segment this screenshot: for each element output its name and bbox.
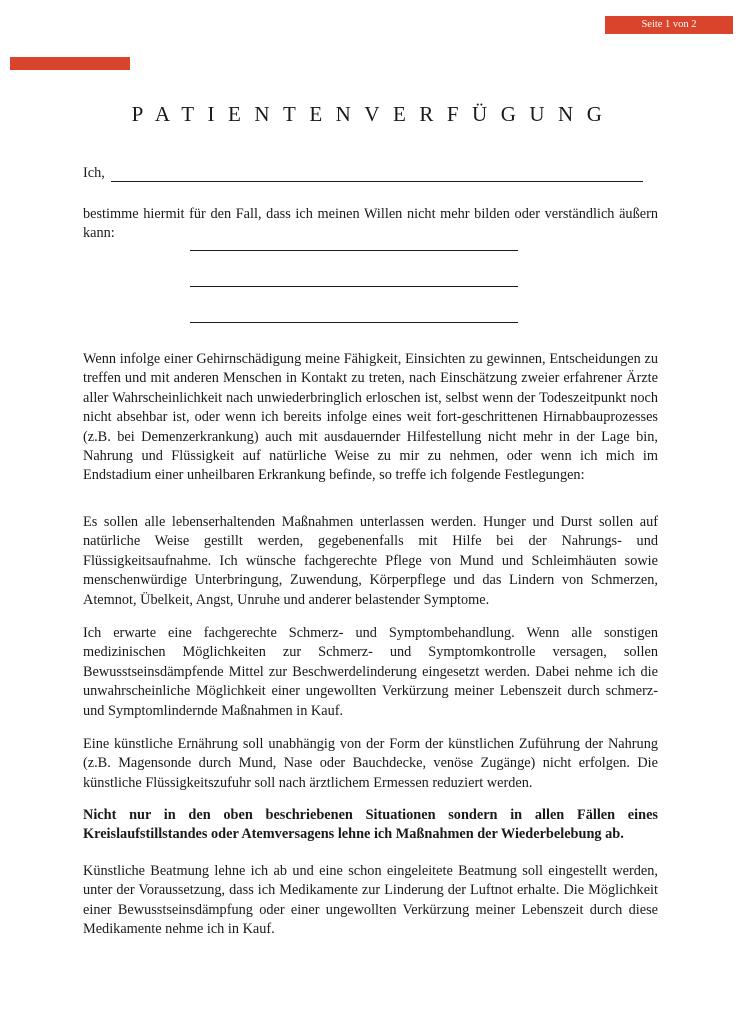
blank-line-2 <box>190 286 518 287</box>
situation-paragraph: Wenn infolge einer Gehirnschädigung meine Fähigkeit, Einsichten zu gewinnen, Entscheidungen zu treffen und mit anderen Menschen in Kontakt zu treten, nach Einschätzung zweier erfahrener Ärzte aller Wahrscheinlichkeit nach unwiederbringlich erloschen ist, selbst wenn der Todeszeitpunkt noch nicht absehbar ist, oder wenn ich bereits infolge eines weit fort-geschrittenen Hirnabbauprozesses (z.B. bei Demenzerkrankung) auch mit ausdauernder Hilfestellung nicht mehr in der Lage bin, Nahrung und Flüssigkeit auf natürliche Weise zu mir zu nehmen, oder wenn ich mich im Endstadium einer unheilbaren Erkrankung befinde, so treffe ich folgende Festlegungen: <box>83 351 658 484</box>
pain-paragraph: Ich erwarte eine fachgerechte Schmerz- und Symptombehandlung. Wenn alle sonstigen medizinischen Möglichkeiten zur Schmerz- und Symptomkontrolle versagen, sollen Bewusstseinsdämpfende Mittel zur Beschwerdelinderung eingesetzt werden. Dabei nehme ich die unwahrscheinliche Möglichkeit einer ungewollten Verkürzung meiner Lebenszeit durch schmerz- und Symptomlindernde Maßnahmen in Kauf. <box>83 625 658 719</box>
accent-bar <box>10 57 130 70</box>
ventilation-paragraph: Künstliche Beatmung lehne ich ab und eine schon eingeleitete Beatmung soll eingestellt werden, unter der Voraussetzung, dass ich Medikamente zur Linderung der Luftnot erhalte. Die Möglichkeit einer Bewusstseinsdämpfung oder einer ungewollten Verkürzung meiner Lebenszeit durch diese Medikamente nehme ich in Kauf. <box>83 863 658 938</box>
resuscitation-paragraph: Nicht nur in den oben beschriebenen Situationen sondern in allen Fällen eines Kreislaufstillstandes oder Atemversagens lehne ich Maßnahmen der Wiederbelebung ab. <box>83 807 658 843</box>
nutrition-paragraph: Eine künstliche Ernährung soll unabhängig von der Form der künstlichen Zuführung der Nahrung (z.B. Magensonde durch Mund, Nase oder Bauchdecke, venöse Zugänge) nicht erfolgen. Die künstliche Flüssigkeitszufuhr soll nach ärztlichem Ermessen reduziert werden. <box>83 736 658 791</box>
document-title: PATIENTENVERFÜGUNG <box>131 102 616 126</box>
measures-paragraph: Es sollen alle lebenserhaltenden Maßnahmen unterlassen werden. Hunger und Durst sollen auf natürliche Weise gestillt werden, gegebenenfalls mit Hilfe bei der Nahrungs- und Flüssigkeitsaufnahme. Ich wünsche fachgerechte Pflege von Mund und Schleimhäuten sowie menschenwürdige Unterbringung, Zuwendung, Körperpflege und das Lindern von Schmerzen, Atemnot, Übelkeit, Angst, Unruhe und anderer belastender Symptome. <box>83 514 658 608</box>
name-fill-line <box>111 167 643 182</box>
blank-line-1 <box>190 250 518 251</box>
page-number-badge: Seite 1 von 2 <box>605 16 733 34</box>
blank-line-3 <box>190 322 518 323</box>
intro-paragraph: bestimme hiermit für den Fall, dass ich meinen Willen nicht mehr bilden oder verständlich äußern kann: <box>83 206 658 242</box>
name-line <box>83 165 663 182</box>
name-prefix: Ich, <box>83 165 105 181</box>
